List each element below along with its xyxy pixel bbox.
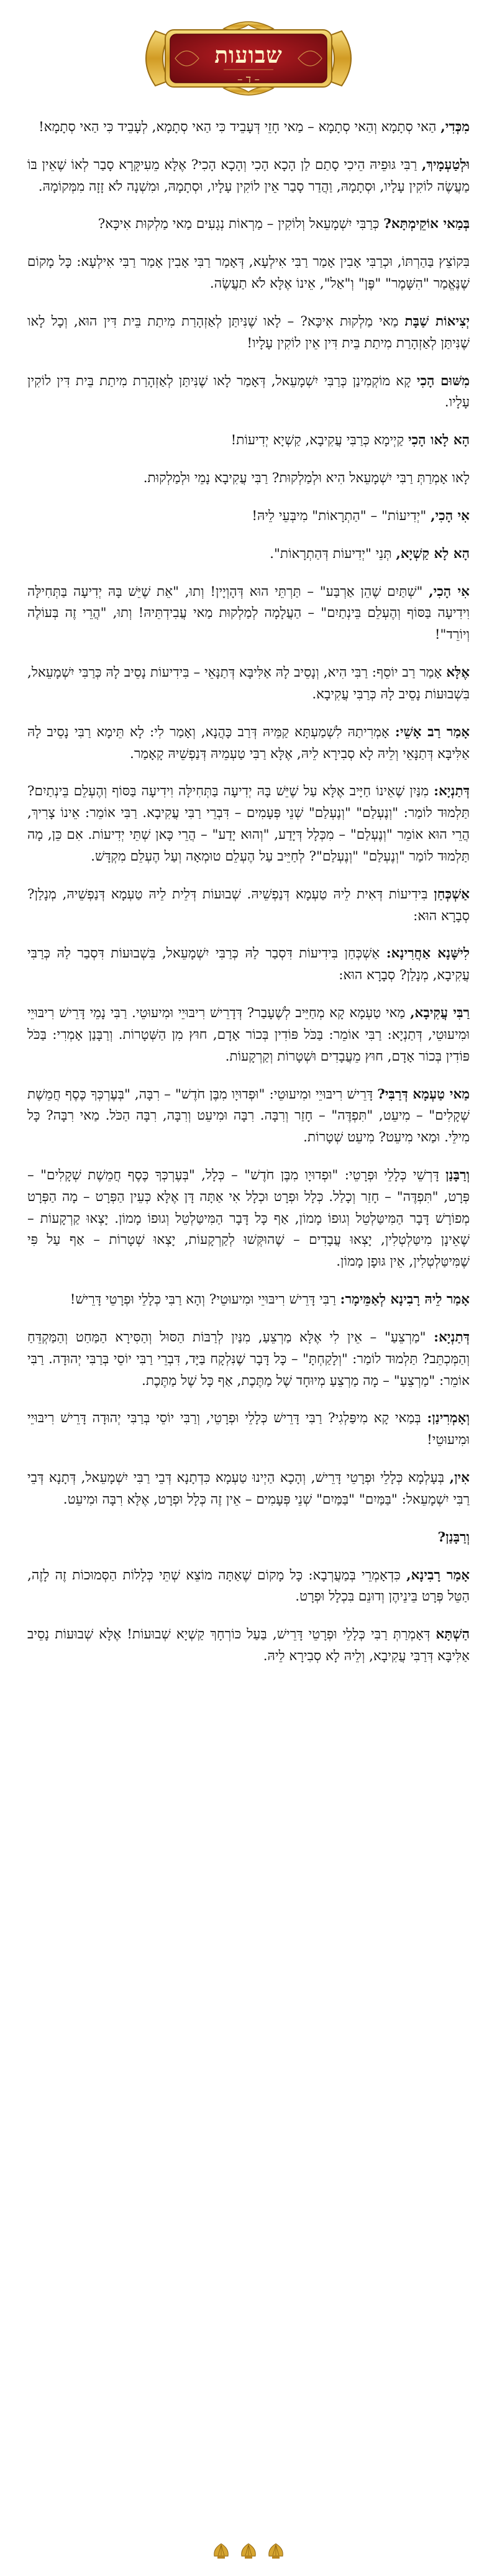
paragraph-text: תְּנֵי "יְדִיעוֹת דְּהַתְרָאוֹת". <box>270 546 392 562</box>
text-paragraph <box>27 1468 470 1511</box>
paragraph-text: רַבִּי דָּרֵישׁ רִיבּוּיֵי וּמִיעוּטֵי? וְהָא רַבִּי כְּלָלֵי וּפְרָטֵי דָּרֵישׁ! <box>70 1292 336 1308</box>
paragraph-lead-word: אָמַר רַב אָשֵׁי: <box>394 724 470 740</box>
paragraph-text: "מַרְצֵעַ" – אֵין לִי אֶלָּא מַרְצֵעַ, מִנַּיִן לְרַבּוֹת הַסּוּל וְהַסִּירָא הַמַּחַט וְהַמַּקְדֵּחַ וְהַמְּכְתֵּב? תַּלְמוּד לוֹמַר: "וְלָקַחְתָּ" – כָּל דָּבָר שֶׁנִּלְקָח בַּיָּד, דִּבְרֵי רַבִּי יוֹסֵי בְּרַבִּי יְהוּדָה. רַבִּי אוֹמֵר: "מַרְצֵעַ" – מָה מַרְצֵעַ מְיוּחָד שֶׁל מַתֶּכֶת, אַף כָּל שֶׁל מַתֶּכֶת. <box>27 1329 470 1389</box>
paragraph-lead-word: וְרַבָּנַן <box>445 1167 470 1183</box>
paragraph-lead-word: דְּתַנְיָא: <box>434 783 470 800</box>
text-paragraph <box>27 884 470 928</box>
text-paragraph <box>27 1527 470 1549</box>
paragraph-text: מַאי טַעְמָא קָא מְחַיֵּיב לְשֶׁעָבַר? דְּדָרֵישׁ רִיבּוּיֵי וּמִיעוּטֵי. רַבִּי נָמֵי דָּרֵישׁ רִיבּוּיֵי וּמִיעוּטֵי, דְּתַנְיָא: רַבִּי אוֹמֵר: בַּכֹּל פּוֹדִין בְּכוֹר אָדָם, חוּץ מִן הַשְּׁטָרוֹת. וְרַבָּנַן אָמְרִי: בַּכֹּל פּוֹדִין בְּכוֹר אָדָם, חוּץ מֵעֲבָדִים וּשְׁטָרוֹת וְקַרְקָעוֹת. <box>27 1005 470 1064</box>
text-paragraph <box>27 722 470 765</box>
text-paragraph <box>27 1084 470 1149</box>
page-title: שבועות <box>214 42 283 68</box>
paragraph-text: דָּרְשֵׁי כְּלָלֵי וּפְרָטֵי: "וּפְדוּיָו מִבֶּן חֹדֶשׁ" – כְּלָל, "בְּעֶרְכְּךָ כֶּסֶף חֲמֵשֶׁת שְׁקָלִים" – פְּרָט, "תִּפְדֶּה" – חָזַר וְכָלַל. כְּלָל וּפְרָט וּכְלָל אִי אַתָּה דָּן אֶלָּא כְּעֵין הַפְּרָט – מָה הַפְּרָט מְפוֹרָשׁ דָּבָר הַמִּיטַּלְטֵל וְגוּפוֹ מָמוֹן, אַף כָּל דָּבָר הַמִּיטַּלְטֵל וְגוּפוֹ מָמוֹן. יָצְאוּ קַרְקָעוֹת – שֶׁאֵינָן מִיטַּלְטְלִין, יָצְאוּ עֲבָדִים – שֶׁהוּקְּשׁוּ לְקַרְקָעוֹת, יָצְאוּ שְׁטָרוֹת – אַף עַל פִּי שֶׁמִּיטַּלְטְלִין, אֵין גּוּפָן מָמוֹן. <box>27 1167 470 1270</box>
text-paragraph <box>27 117 470 139</box>
text-paragraph <box>27 155 470 198</box>
paragraph-text: כְּרַבִּי יִשְׁמָעֵאל וְלוֹקִין – מַרְאוֹת נְגָעִים מַאי מַלְקוּת אִיכָּא? <box>98 216 380 232</box>
text-paragraph <box>27 582 470 646</box>
text-paragraph <box>27 371 470 414</box>
paragraph-lead-word: וּלְטַעְמָיךְ, <box>421 157 470 173</box>
text-paragraph <box>27 1003 470 1067</box>
paragraph-text: רַבִּי גּוּפֵיהּ הֵיכִי סָתַם לַן הָכָא הָכִי וְהָכָא הָכִי? אֶלָּא מֵעִיקָּרָא סָבַר לְאוֹ שֶׁאֵין בּוֹ מַעֲשֶׂה לוֹקִין עָלָיו, וּסְתָמָהּ, וַהֲדַר סָבַר אֵין לוֹקִין עָלָיו, וּסְתָמָהּ, וּמִשְׁנָה לֹא זָזָה מִמְּקוֹמָהּ. <box>27 157 470 194</box>
text-paragraph <box>27 1624 470 1668</box>
text-paragraph <box>27 214 470 235</box>
paragraph-lead-word: אִין, <box>449 1470 470 1486</box>
paragraph-lead-word: לִישָּׁנָא אַחֲרִינָא: <box>386 946 470 962</box>
paragraph-text: הַאי סְתָמָא וְהַאי סְתָמָא – מַאי חָזֵי דְּעָבֵיד כִּי הַאי סְתָמָא, לְעָבֵיד כִּי הַאי סְתָמָא! <box>39 119 437 135</box>
paragraph-text: "יְדִיעוֹת" – "הַתְרָאוֹת" מִיבְּעֵי לֵיהּ! <box>252 508 427 524</box>
text-paragraph <box>27 1165 470 1273</box>
shell-ornament-icon <box>212 2542 230 2560</box>
paragraph-text: אָמַר רַב יוֹסֵף: רַבִּי הִיא, וְנָסֵיב לָהּ אַלִּיבָּא דְּתַנָּאֵי – בִּידִיעוֹת נָסֵיב לָהּ כְּרַבִּי יִשְׁמָעֵאל, בִּשְׁבוּעוֹת נָסֵיב לָהּ כְּרַבִּי עֲקִיבָא. <box>27 665 470 702</box>
text-paragraph <box>27 252 470 295</box>
paragraph-lead-word: אָמַר רָבִינָא, <box>406 1567 470 1583</box>
paragraph-text: "שְׁתַּיִם שֶׁהֵן אַרְבַּע" – תַּרְתֵּי הוּא דְּהָוְיָין! וְתוּ, "אֵת שֶׁיֵּשׁ בָּהּ יְדִיעָה בַּתְּחִילָּה וִידִיעָה בַּסּוֹף וְהֶעְלֵם בֵּינְתַיִם" – הַעֲלָמָה לְמַלְקוּת מַאי עֲבִידְתֵּיהּ! וְתוּ, "הֲרֵי זֶה בְּעוֹלֶה וְיוֹרֵד"! <box>27 583 470 643</box>
paragraph-text: מִנַּיִן שֶׁאֵינוֹ חַיָּיב אֶלָּא עַל שֶׁיֵּשׁ בָּהּ יְדִיעָה בַּתְּחִילָּה וִידִיעָה בַּסּוֹף וְהֶעְלֵם בֵּינְתַיִם? תַּלְמוּד לוֹמַר: "וְנֶעְלַם" "וְנֶעְלַם" שְׁנֵי פְּעָמִים – דִּבְרֵי רַבִּי עֲקִיבָא. רַבִּי אוֹמֵר: אֵינוֹ צָרִיךְ, הֲרֵי הוּא אוֹמֵר "וְנֶעְלַם" – מִכְּלָל דְּיָדַע, "וְהוּא יָדַע" – הֲרֵי כָּאן שְׁתֵּי יְדִיעוֹת. אִם כֵּן, מָה תַּלְמוּד לוֹמַר "וְנֶעְלַם" "וְנֶעְלַם"? לְחַיֵּיב עַל הֶעְלֵם טוּמְאָה וְעַל הֶעְלֵם מִקְדָּשׁ. <box>27 783 470 864</box>
header-banner-wrap <box>0 19 497 112</box>
paragraph-lead-word: וְאָמְרִינַן: <box>427 1410 470 1427</box>
text-paragraph <box>27 468 470 490</box>
paragraph-text: אַשְׁכְּחַן בִּידִיעוֹת דִּסְבַר לַהּ כְּרַבִּי יִשְׁמָעֵאל, בִּשְׁבוּעוֹת דִּסְבַר לַהּ כְּרַבִּי עֲקִיבָא, מְנָלַן? סְבָרָא הוּא: <box>27 946 470 984</box>
text-paragraph <box>27 430 470 452</box>
footer-ornament <box>0 2542 497 2560</box>
paragraph-lead-word: אָמַר לֵיהּ רָבִינָא לְאַמֵּימָר: <box>340 1292 470 1308</box>
page-subtitle: – ד – <box>237 73 260 86</box>
paragraph-text: קָא מוֹקְמִינַן כְּרַבִּי יִשְׁמָעֵאל, דְּאָמַר לָאו שֶׁנִּיתַּן לְאַזְהָרַת מִיתַת בֵּית דִּין לוֹקִין עָלָיו. <box>27 373 470 411</box>
paragraph-lead-word: מִשּׁוּם הָכִי <box>416 373 470 389</box>
paragraph-text: לָאו אָמְרַתְּ רַבִּי יִשְׁמָעֵאל הִיא וּלְמַלְקוּת? רַבִּי עֲקִיבָא נָמֵי וּלְמַלְקוּת. <box>143 470 470 486</box>
paragraph-text: מַאי מַלְקוּת אִיכָּא? – לָאו שֶׁנִּיתַּן לְאַזְהָרַת מִיתַת בֵּית דִּין הוּא, וְכָל לָאו שֶׁנִּיתַּן לְאַזְהָרַת מִיתַת בֵּית דִּין אֵין לוֹקִין עָלָיו! <box>27 313 470 351</box>
text-paragraph <box>27 662 470 706</box>
paragraph-lead-word: מִכְּדִי, <box>440 119 470 135</box>
text-paragraph <box>27 544 470 565</box>
paragraph-text: בְּמַאי קָא מִיפַּלְגִי? רַבִּי דָּרֵישׁ כְּלָלֵי וּפְרָטֵי, וְרַבִּי יוֹסֵי בְּרַבִּי יְהוּדָה דָּרֵישׁ רִיבּוּיֵי וּמִיעוּטֵי! <box>27 1410 470 1448</box>
paragraph-lead-word: רַבִּי עֲקִיבָא, <box>410 1005 470 1021</box>
paragraph-text: בִּידִיעוֹת דְּאִית לֵיהּ טַעְמָא דְּנַפְשֵׁיהּ. שְׁבוּעוֹת דְּלֵית לֵיהּ טַעְמָא דְּנַפְשֵׁיהּ, מְנָלַן? סְבָרָא הוּא: <box>27 886 470 924</box>
shell-ornament-icon <box>239 2542 258 2560</box>
paragraph-lead-word: וְרַבָּנַן? <box>437 1529 470 1545</box>
paragraph-lead-word: אִי הָכִי, <box>431 508 470 524</box>
paragraph-lead-word: אִי הָכִי, <box>429 583 470 600</box>
paragraph-text: דָּרֵישׁ רִיבּוּיֵי וּמִיעוּטֵי: "וּפְדוּיָו מִבֶּן חֹדֶשׁ" – רִבָּה, "בְּעֶרְכְּךָ כֶּסֶף חֲמֵשֶׁת שְׁקָלִים" – מִיעֵט, "תִּפְדֶּה" – חָזַר וְרִבָּה. רִבָּה וּמִיעֵט וְרִבָּה, רִבָּה הַכֹּל. מַאי רִבָּה? כָּל מִילֵּי. וּמַאי מִיעֵט? מִיעֵט שְׁטָרוֹת. <box>27 1086 470 1146</box>
text-paragraph <box>27 1327 470 1392</box>
text-paragraph <box>27 1289 470 1311</box>
header-banner <box>130 19 367 98</box>
text-paragraph <box>27 311 470 355</box>
text-paragraph <box>27 1408 470 1451</box>
paragraph-lead-word: דְּתַנְיָא: <box>434 1329 470 1345</box>
paragraph-lead-word: אַשְׁכְּחַן <box>434 886 470 902</box>
paragraph-lead-word: הַשְׁתָּא <box>435 1627 470 1643</box>
text-paragraph <box>27 943 470 987</box>
shell-ornament-icon <box>267 2542 285 2560</box>
paragraph-lead-word: יְצִיאוֹת שַׁבָּת <box>404 313 470 329</box>
text-paragraph <box>27 506 470 528</box>
paragraph-lead-word: מַאי טַעְמָא דְּרַבִּי? <box>377 1086 470 1102</box>
text-paragraph <box>27 1565 470 1609</box>
paragraph-lead-word: הָא לָאו הָכִי <box>408 432 470 449</box>
paragraph-text: בְּעָלְמָא כְּלָלֵי וּפְרָטֵי דָּרֵישׁ, וְהָכָא הַיְינוּ טַעְמָא כִּדְתָנָא דְּבֵי רַבִּי יִשְׁמָעֵאל, דְּתָנָא דְּבֵי רַבִּי יִשְׁמָעֵאל: "בַּמַּיִם" "בַּמַּיִם" שְׁנֵי פְּעָמִים – אֵין זֶה כְּלָל וּפְרָט, אֶלָּא רִבָּה וּמִיעֵט. <box>27 1470 470 1507</box>
paragraph-text: כִּדְאָמְרֵי בְּמַעֲרְבָא: כָּל מָקוֹם שֶׁאַתָּה מוֹצֵא שְׁתֵּי כְּלָלוֹת הַסְּמוּכוֹת זֶה לָזֶה, הַטֵּל פְּרָט בֵּינֵיהֶן וְדוּנֵם בִּכְלָל וּפְרָט. <box>27 1567 470 1605</box>
paragraph-lead-word: בְּמַאי אוֹקֵימְתָּא? <box>383 216 470 232</box>
paragraph-lead-word: הָא לָא קַשְׁיָא, <box>396 546 470 562</box>
paragraph-text: אָמְרִיתַהּ לִשְׁמַעְתָּא קַמֵּיהּ דְּרַב כָּהֲנָא, וְאָמַר לִי: לָא תֵּימָא רַבִּי נָסֵיב לָהּ אַלִּיבָּא דְּתַנָּאֵי וְלֵיהּ לָא סְבִירָא לֵיהּ, אֶלָּא רַבִּי טַעְמֵיהּ דְּנַפְשֵׁיהּ קָאָמַר. <box>27 724 470 762</box>
paragraph-text: דְּאָמְרַתְּ רַבִּי כְּלָלֵי וּפְרָטֵי דָּרֵישׁ, בַּעַל כּוֹרְחָךְ קַשְׁיָא שְׁבוּעוֹת! אֶלָּא שְׁבוּעוֹת נָסֵיב אַלִּיבָּא דְּרַבִּי עֲקִיבָא, וְלֵיהּ לָא סְבִירָא לֵיהּ. <box>27 1627 470 1665</box>
paragraph-lead-word: אֶלָּא <box>446 665 470 681</box>
paragraph-text: בִּקוֹצֵץ בַּהַרְתּוֹ, וּכְרַבִּי אָבִין אָמַר רַבִּי אִילְעָא, דְּאָמַר רַבִּי אָבִין אָמַר רַבִּי אִילְעָא: כָּל מָקוֹם שֶׁנֶּאֱמַר "הִשָּׁמֶר" "פֶּן" וְ"אַל", אֵינוֹ אֶלָּא לֹא תַעֲשֶׂה. <box>27 254 470 292</box>
text-paragraph <box>27 781 470 867</box>
text-body <box>27 117 470 1684</box>
paragraph-text: קַיְימָא כְּרַבִּי עֲקִיבָא, קַשְׁיָא יְדִיעוֹת! <box>230 432 404 449</box>
